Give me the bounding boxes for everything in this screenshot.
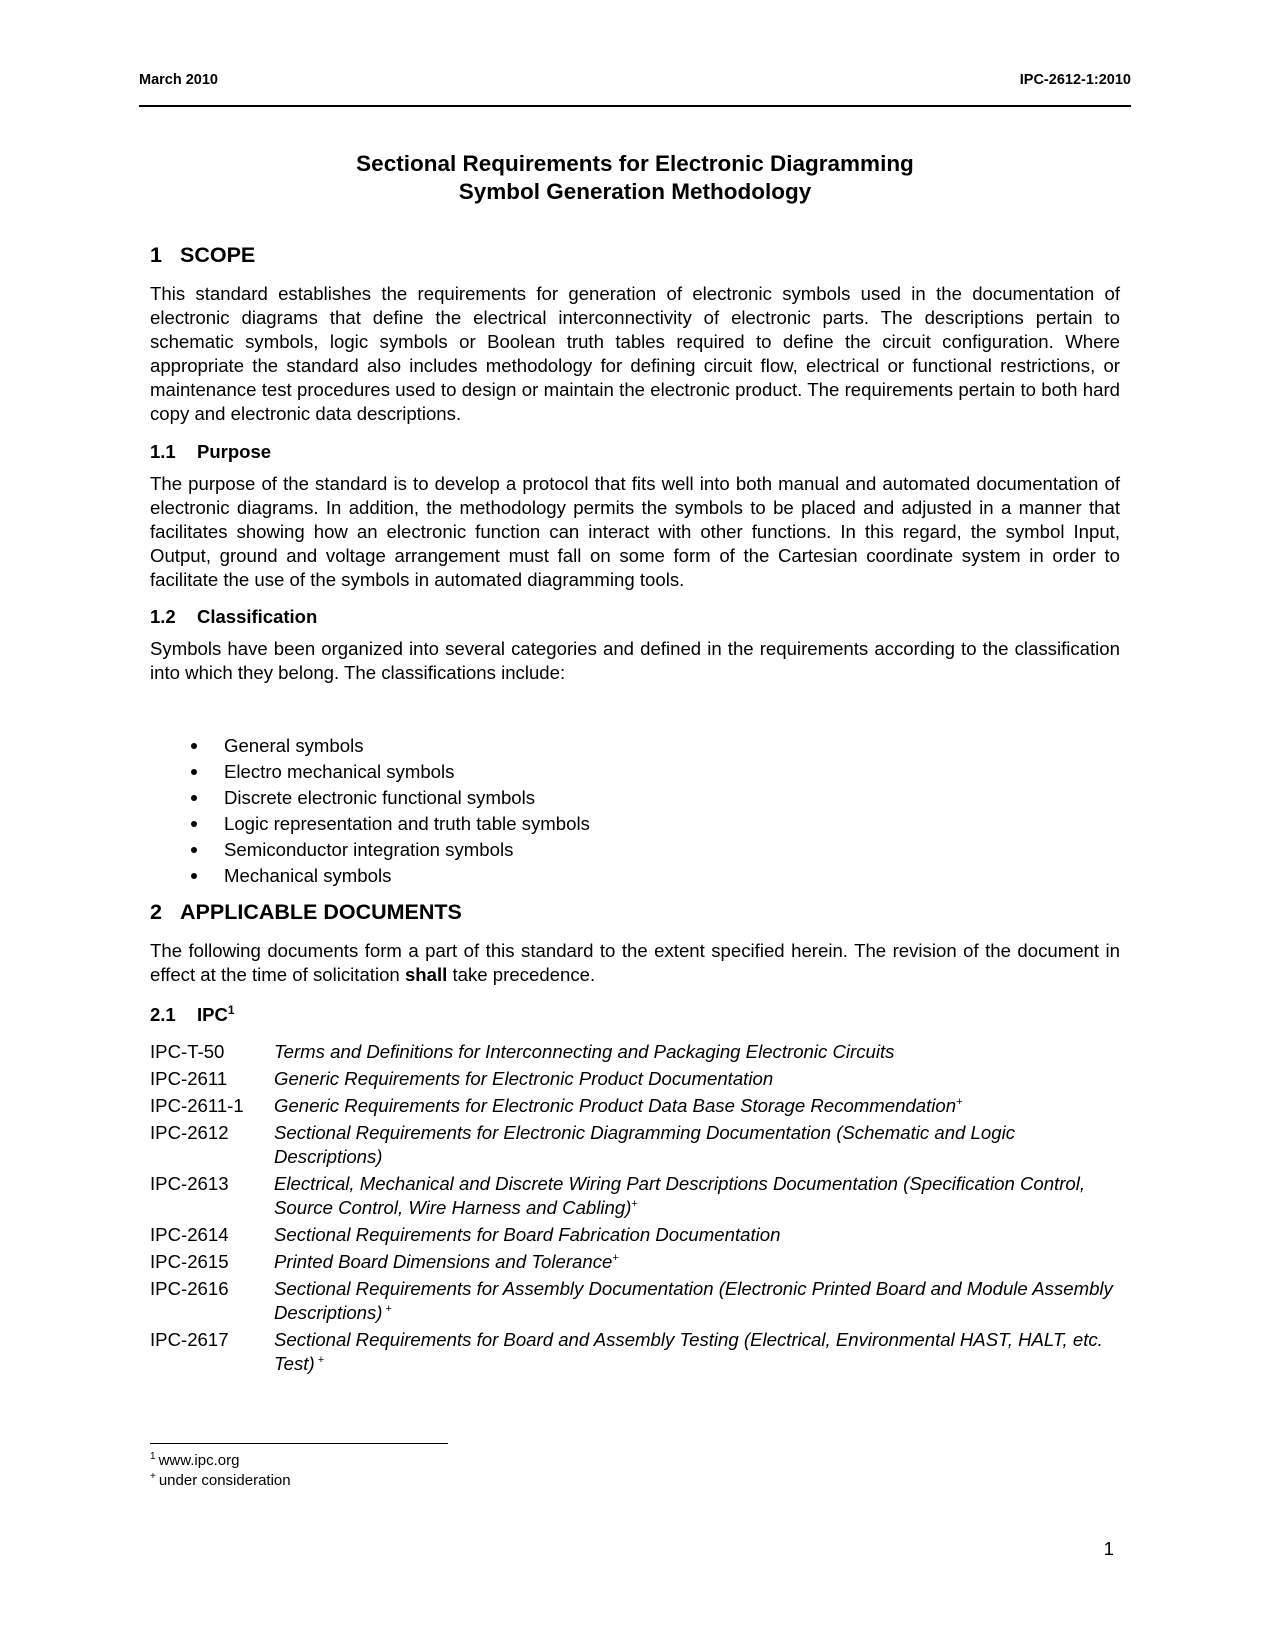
bullet-icon	[191, 847, 197, 853]
title-line-2: Symbol Generation Methodology	[458, 179, 812, 204]
heading-text: SCOPE	[180, 243, 256, 267]
document-title: Sectional Requirements for Assembly Documentation (Electronic Printed Board and Module Assembly Descriptions) +	[274, 1278, 1113, 1323]
list-item: Discrete electronic functional symbols	[150, 785, 1120, 811]
table-row	[150, 1121, 1125, 1172]
bullet-icon	[191, 795, 197, 801]
purpose-paragraph: The purpose of the standard is to develop a protocol that fits well into both manual and automated documentation of electronic diagrams. In addition, the methodology permits the symbols to be placed and adjusted in a manner that facilitates showing how an electronic function can interact with other functions. In this regard, the symbol Input, Output, ground and voltage arrangement must fall on some form of the Cartesian coordinate system in order to facilitate the use of the symbols in automated diagramming tools.	[150, 473, 1120, 590]
footnote-1: $^1$ www.ipc.org	[150, 1451, 240, 1469]
document-code: IPC-2614	[150, 1224, 229, 1245]
heading-text: APPLICABLE DOCUMENTS	[180, 900, 462, 924]
heading-number: 1.2	[150, 606, 176, 627]
header-date: March 2010	[139, 72, 218, 88]
document-code: IPC-2612	[150, 1122, 229, 1143]
bullet-icon	[191, 769, 197, 775]
footnote-2: + under consideration	[150, 1471, 291, 1489]
document-title: Terms and Definitions for Interconnecting and Packaging Electronic Circuits	[274, 1041, 895, 1062]
list-item: Electro mechanical symbols	[150, 759, 1120, 785]
header-doc-id: IPC-2612-1:2010	[1019, 72, 1131, 88]
list-item: Logic representation and truth table symbols	[150, 811, 1120, 837]
table-row	[150, 1328, 1125, 1379]
document-code: IPC-2611-1	[150, 1095, 244, 1116]
page-number: 1	[1103, 1538, 1114, 1559]
emphasis-shall: shall	[404, 964, 448, 985]
heading-text: Classification	[197, 606, 318, 627]
table-row	[150, 1094, 1125, 1121]
document-code: IPC-2615	[150, 1251, 229, 1272]
table-row	[150, 1223, 1125, 1250]
heading-number: 2.1	[150, 1004, 176, 1025]
document-title: Generic Requirements for Electronic Product Data Base Storage Recommendation+	[274, 1095, 963, 1116]
document-title: Electrical, Mechanical and Discrete Wiring Part Descriptions Documentation (Specification Control, Source Control, Wire Harness and Cabling)+	[274, 1173, 1086, 1218]
table-row	[150, 1040, 1125, 1067]
footnote-ref: 1	[227, 1002, 235, 1017]
list-item: Semiconductor integration symbols	[150, 837, 1120, 863]
document-code: IPC-2611	[150, 1068, 228, 1089]
heading-ipc	[150, 1004, 235, 1026]
list-item: Mechanical symbols	[150, 863, 1120, 889]
document-title: Sectional Requirements for Board Fabrication Documentation	[274, 1224, 781, 1245]
documents-table	[150, 1040, 1125, 1379]
heading-text: IPC	[197, 1004, 228, 1025]
table-row	[150, 1277, 1125, 1328]
applicable-documents-paragraph: The following documents form a part of this standard to the extent specified herein. The revision of the document in effect at the time of solicitation shall take precedence.	[150, 940, 1120, 985]
bullet-icon	[191, 743, 197, 749]
heading-text: Purpose	[197, 441, 272, 462]
heading-applicable-documents	[150, 900, 462, 925]
heading-classification	[150, 606, 317, 628]
document-title	[139, 150, 1131, 206]
header-rule	[139, 105, 1131, 107]
footnote-link[interactable]: www.ipc.org	[158, 1452, 240, 1469]
document-title: Sectional Requirements for Electronic Diagramming Documentation (Schematic and Logic Descriptions)	[274, 1122, 1015, 1167]
table-row	[150, 1250, 1125, 1277]
heading-number: 1	[150, 243, 162, 267]
heading-scope	[150, 243, 255, 268]
document-code: IPC-2617	[150, 1329, 229, 1350]
classification-list	[150, 733, 1120, 889]
footnote-rule	[150, 1443, 448, 1444]
classification-paragraph: Symbols have been organized into several categories and defined in the requirements according to the classification into which they belong. The classifications include:	[150, 638, 1120, 683]
bullet-icon	[191, 873, 197, 879]
document-title: Sectional Requirements for Board and Assembly Testing (Electrical, Environmental HAST, HALT, etc. Test) +	[274, 1329, 1103, 1374]
document-code: IPC-2613	[150, 1173, 229, 1194]
document-title: Printed Board Dimensions and Tolerance+	[274, 1251, 619, 1272]
table-row	[150, 1172, 1125, 1223]
list-item: General symbols	[150, 733, 1120, 759]
document-code: IPC-2616	[150, 1278, 229, 1299]
table-row	[150, 1067, 1125, 1094]
bullet-icon	[191, 821, 197, 827]
title-line-1: Sectional Requirements for Electronic Diagramming	[356, 151, 914, 176]
document-title: Generic Requirements for Electronic Product Documentation	[274, 1068, 774, 1089]
heading-purpose	[150, 441, 271, 463]
scope-paragraph: This standard establishes the requirements for generation of electronic symbols used in the documentation of electronic diagrams that define the electrical interconnectivity of electronic parts. The descriptions pertain to schematic symbols, logic symbols or Boolean truth tables required to define the circuit configuration. Where appropriate the standard also includes methodology for defining circuit flow, electrical or functional restrictions, or maintenance test procedures used to design or maintain the electronic product. The requirements pertain to both hard copy and electronic data descriptions.	[150, 283, 1120, 424]
heading-number: 2	[150, 900, 162, 924]
heading-number: 1.1	[150, 441, 176, 462]
document-code: IPC-T-50	[150, 1041, 225, 1062]
